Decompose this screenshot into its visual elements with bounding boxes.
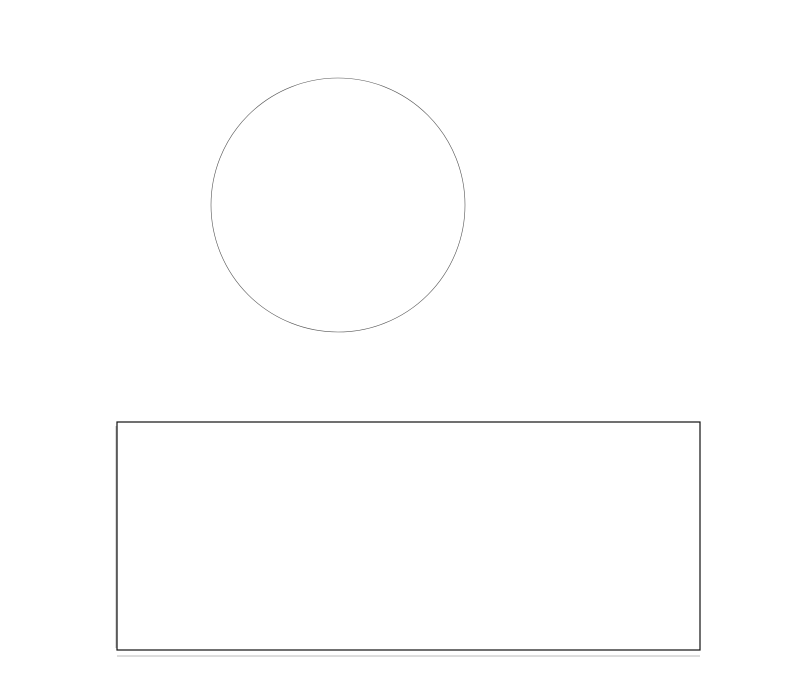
plan-outer-circle [211,78,465,332]
elevation-view [116,422,700,656]
plan-view [211,78,465,332]
elevation-frame [117,422,700,650]
